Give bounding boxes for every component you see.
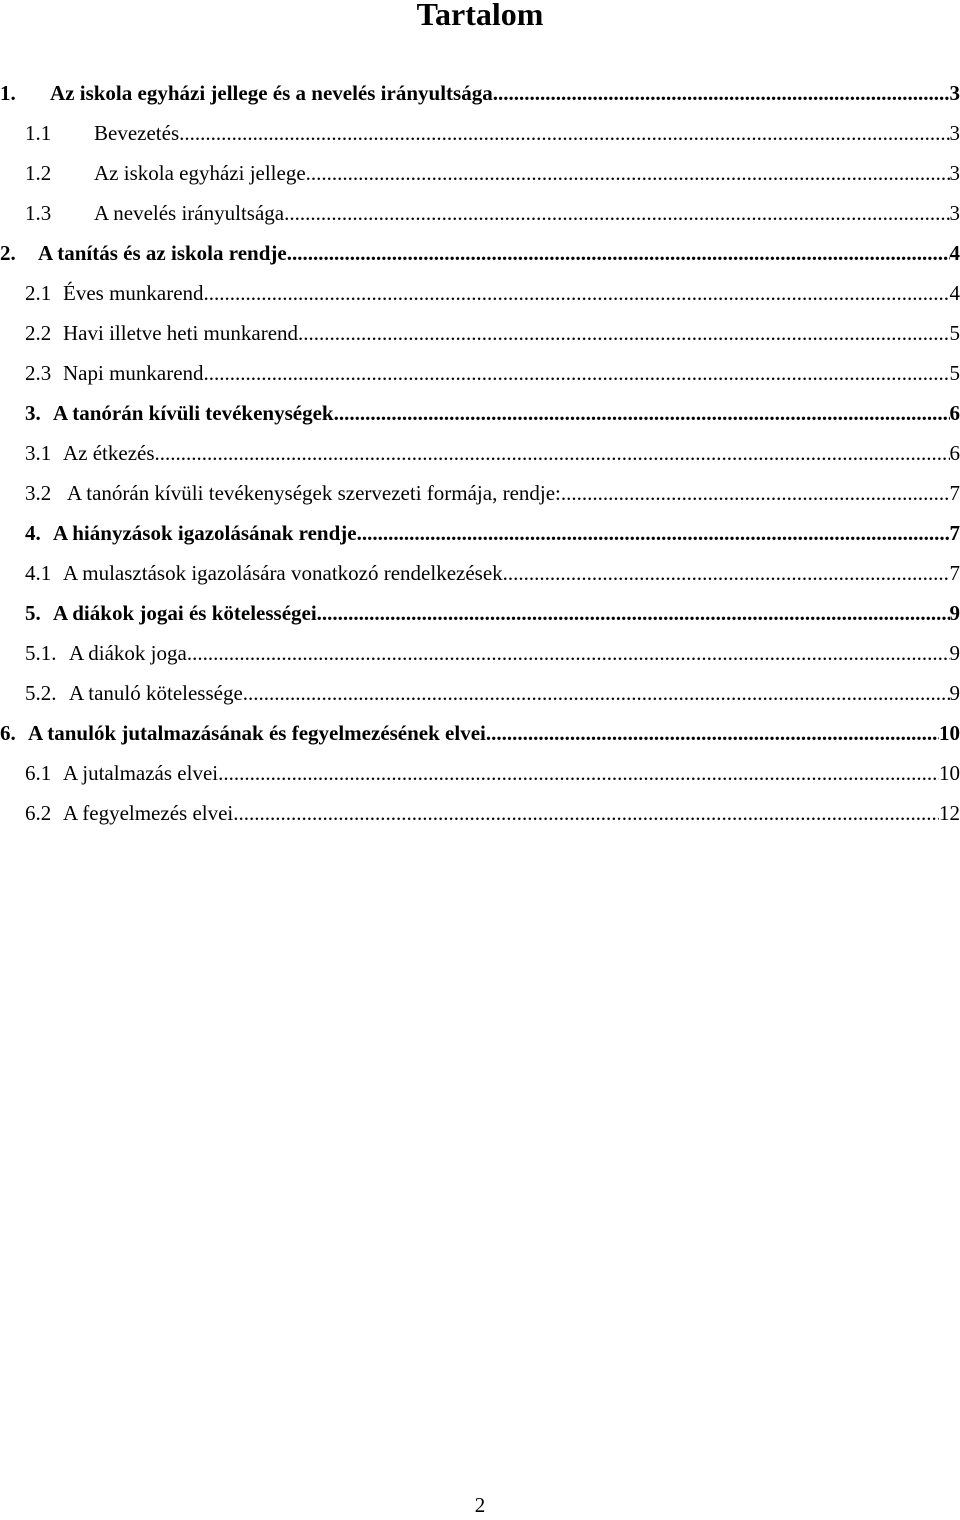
toc-leader [233, 798, 939, 828]
toc-number: 2.3 [25, 358, 57, 388]
toc-label: Az iskola egyházi jellege [94, 158, 306, 188]
toc-page: 12 [939, 798, 960, 828]
toc-entry-5-2[interactable] [25, 678, 960, 708]
toc-page: 7 [950, 478, 960, 508]
toc-label: Napi munkarend [63, 358, 204, 388]
toc-page: 3 [950, 198, 960, 228]
toc-page: 5 [950, 358, 960, 388]
toc-number: 3. [25, 398, 47, 428]
toc-number: 6. [0, 718, 22, 748]
toc-page: 3 [950, 78, 960, 108]
toc-number: 1.2 [25, 158, 69, 188]
toc-entry-4-1[interactable] [25, 558, 960, 588]
toc-label: Havi illetve heti munkarend [63, 318, 298, 348]
toc-number: 1. [0, 78, 40, 108]
toc-number: 3.2 [25, 478, 57, 508]
toc-leader [503, 558, 950, 588]
toc-entry-2-2[interactable] [25, 318, 960, 348]
toc-label: Az étkezés [63, 438, 155, 468]
toc-entry-1[interactable] [0, 78, 960, 108]
toc-entry-6-1[interactable] [25, 758, 960, 788]
toc-label: A tanórán kívüli tevékenységek [53, 398, 334, 428]
toc-entry-6[interactable] [0, 718, 960, 748]
toc-leader [306, 158, 950, 188]
toc-number: 4. [25, 518, 47, 548]
toc-leader [317, 598, 950, 628]
toc-label: Éves munkarend [63, 278, 204, 308]
toc-leader [334, 398, 950, 428]
toc-page: 4 [950, 238, 960, 268]
toc-leader [179, 118, 949, 148]
toc-leader [204, 358, 950, 388]
toc-page: 7 [950, 518, 960, 548]
toc-entry-1-2[interactable] [25, 158, 960, 188]
toc-label: A tanuló kötelessége [69, 678, 243, 708]
toc-label: A fegyelmezés elvei [63, 798, 233, 828]
toc-page: 6 [950, 438, 960, 468]
toc-label: A mulasztások igazolására vonatkozó rendelkezések [63, 558, 503, 588]
toc-entry-3-1[interactable] [25, 438, 960, 468]
toc-number: 1.1 [25, 118, 69, 148]
toc-entry-1-3[interactable] [25, 198, 960, 228]
toc-leader [357, 518, 950, 548]
toc-entry-4[interactable] [25, 518, 960, 548]
toc-label: Bevezetés [94, 118, 179, 148]
toc-entry-5-1[interactable] [25, 638, 960, 668]
toc-number: 5.1. [25, 638, 61, 668]
toc-page: 10 [939, 758, 960, 788]
toc-label: A tanítás és az iskola rendje [38, 238, 287, 268]
toc-label: A nevelés irányultsága [94, 198, 284, 228]
toc-leader [493, 78, 950, 108]
toc-entry-5[interactable] [25, 598, 960, 628]
toc-entry-3-2[interactable] [25, 478, 960, 508]
toc-leader [218, 758, 939, 788]
toc-leader [298, 318, 949, 348]
toc-leader [561, 478, 950, 508]
toc-number: 6.2 [25, 798, 57, 828]
toc-label: A tanulók jutalmazásának és fegyelmezésének elvei [28, 718, 486, 748]
toc-page: 9 [950, 638, 960, 668]
toc-number: 5. [25, 598, 47, 628]
toc-label: A diákok jogai és kötelességei [53, 598, 317, 628]
toc-page: 7 [950, 558, 960, 588]
toc-leader [155, 438, 950, 468]
toc-page: 10 [939, 718, 960, 748]
toc-leader [187, 638, 950, 668]
toc-label: A hiányzások igazolásának rendje [53, 518, 357, 548]
page-number: 2 [0, 1490, 960, 1520]
toc-page: 3 [950, 158, 960, 188]
toc-entry-1-1[interactable] [25, 118, 960, 148]
toc-label: A jutalmazás elvei [63, 758, 218, 788]
toc-number: 2.1 [25, 278, 57, 308]
toc-number: 1.3 [25, 198, 69, 228]
toc-number: 4.1 [25, 558, 57, 588]
toc-number: 5.2. [25, 678, 61, 708]
toc-number: 6.1 [25, 758, 57, 788]
toc-number: 2.2 [25, 318, 57, 348]
toc-leader [243, 678, 950, 708]
toc-label: A tanórán kívüli tevékenységek szervezeti formája, rendje: [67, 478, 561, 508]
toc-entry-2-3[interactable] [25, 358, 960, 388]
toc-page: 4 [950, 278, 960, 308]
toc-page: 3 [950, 118, 960, 148]
toc-entry-6-2[interactable] [25, 798, 960, 828]
toc-leader [486, 718, 939, 748]
toc-leader [204, 278, 950, 308]
toc-number: 2. [0, 238, 28, 268]
toc-page: 6 [950, 398, 960, 428]
toc-leader [284, 198, 949, 228]
toc-entry-3[interactable] [25, 398, 960, 428]
toc-label: A diákok joga [69, 638, 187, 668]
toc-page: 9 [950, 598, 960, 628]
toc-page: 5 [950, 318, 960, 348]
toc-leader [287, 238, 950, 268]
toc-entry-2[interactable] [0, 238, 960, 268]
toc-label: Az iskola egyházi jellege és a nevelés irányultsága [50, 78, 493, 108]
page-title: Tartalom [0, 0, 960, 34]
toc-entry-2-1[interactable] [25, 278, 960, 308]
toc-number: 3.1 [25, 438, 57, 468]
toc-page: 9 [950, 678, 960, 708]
